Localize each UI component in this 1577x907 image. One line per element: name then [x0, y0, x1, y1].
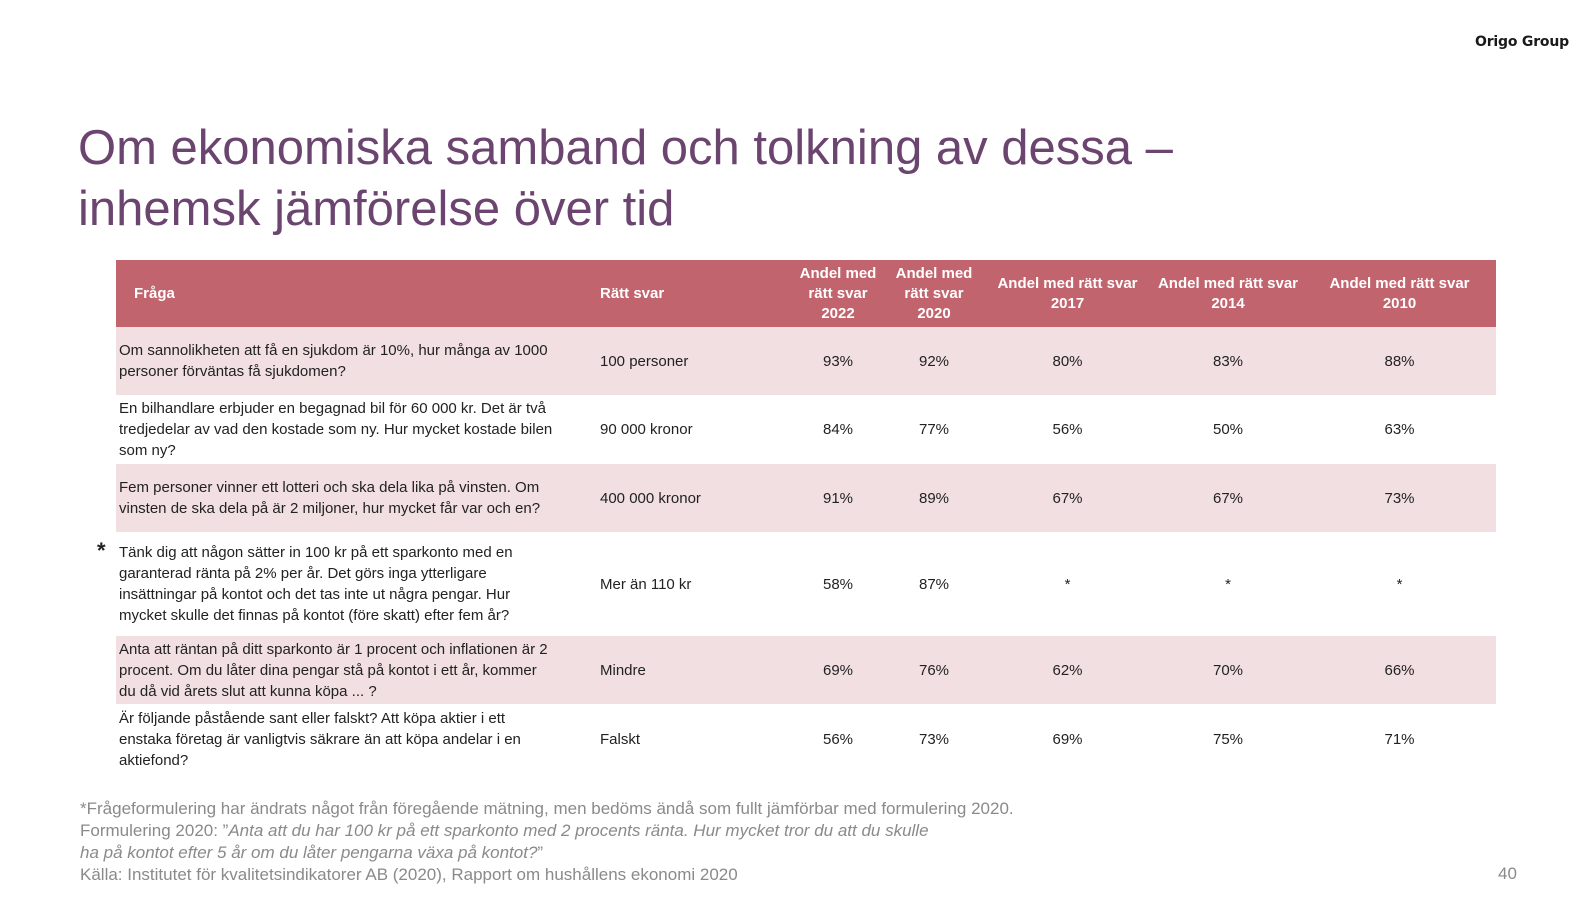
question-cell: Om sannolikheten att få en sjukdom är 10%, hur många av 1000 personer förväntas få sjukdomen? — [116, 327, 594, 395]
table-row — [116, 464, 1496, 532]
answer-cell: Mindre — [594, 636, 790, 704]
value-2014: 70% — [1153, 636, 1303, 704]
question-cell: Anta att räntan på ditt sparkonto är 1 procent och inflationen är 2 procent. Om du låter dina pengar stå på kontot i ett år, kommer du då vid årets slut att kunna köpa ... ? — [116, 636, 594, 704]
answer-cell: 90 000 kronor — [600, 421, 693, 438]
value-2020: 87% — [918, 575, 950, 593]
value-2022: 93% — [790, 327, 886, 395]
value-2022: 84% — [822, 421, 854, 438]
table-row — [116, 327, 1496, 395]
header-ratt-svar: Rätt svar — [594, 260, 790, 327]
header-2022: Andel med rätt svar 2022 — [790, 260, 886, 327]
value-2010: 63% — [1384, 421, 1415, 438]
value-2010: 66% — [1303, 636, 1496, 704]
value-2022: 91% — [790, 464, 886, 532]
page-number: 40 — [1498, 864, 1517, 883]
value-2020: 77% — [918, 421, 950, 438]
header-2010: Andel med rätt svar 2010 — [1303, 260, 1496, 327]
value-2020: 73% — [918, 730, 950, 748]
table-header-row — [116, 260, 1496, 327]
value-2017: 62% — [982, 636, 1153, 704]
value-2020: 76% — [886, 636, 982, 704]
value-2014: 50% — [1212, 421, 1244, 438]
answer-cell: Mer än 110 kr — [600, 575, 692, 593]
table-row — [116, 532, 1496, 636]
header-2020: Andel med rätt svar 2020 — [886, 260, 982, 327]
question-cell: Är följande påstående sant eller falskt? Att köpa aktier i ett enstaka företag är vanligtvis säkrare än att köpa andelar i en aktiefond? — [119, 709, 521, 769]
header-2014: Andel med rätt svar 2014 — [1153, 260, 1303, 327]
footnote-line-1: *Frågeformulering har ändrats något från föregående mätning, men bedöms ändå som fullt jämförbar med formulering 2020. — [80, 799, 1014, 818]
question-cell: * Tänk dig att någon sätter in 100 kr på ett sparkonto med en garanterad ränta på 2% per år. Det görs inga ytterligare insättningar på kontot och det tas inte ut några pengar. Hur mycket skulle det finnas på kontot (före skatt) efter fem år? — [97, 538, 513, 624]
answer-cell: 100 personer — [594, 327, 790, 395]
footnote-line-2: Formulering 2020: ”Anta att du har 100 kr på ett sparkonto med 2 procents ränta. Hur mycket tror du att du skulle — [80, 821, 929, 840]
value-2010: 73% — [1303, 464, 1496, 532]
title-line-2: inhemsk jämförelse över tid — [78, 182, 675, 236]
footnote — [80, 798, 1180, 886]
value-2020: 89% — [886, 464, 982, 532]
source-line: Källa: Institutet för kvalitetsindikatorer AB (2020), Rapport om hushållens ekonomi 2020 — [80, 865, 738, 884]
value-2014: 67% — [1153, 464, 1303, 532]
value-2010: 88% — [1303, 327, 1496, 395]
value-2017: * — [1064, 575, 1071, 593]
table-row — [116, 395, 1496, 464]
value-2017: 80% — [982, 327, 1153, 395]
header-2017: Andel med rätt svar 2017 — [982, 260, 1153, 327]
value-2010: 71% — [1384, 730, 1415, 748]
table-row — [116, 704, 1496, 774]
title-line-1: Om ekonomiska samband och tolkning av dessa – — [78, 121, 1173, 175]
answer-cell: 400 000 kronor — [594, 464, 790, 532]
value-2017: 56% — [1052, 421, 1083, 438]
value-2017: 69% — [1052, 730, 1083, 748]
value-2022: 56% — [822, 730, 854, 748]
logo: Origo Group — [1475, 34, 1569, 50]
question-cell: En bilhandlare erbjuder en begagnad bil för 60 000 kr. Det är två tredjedelar av vad den kostade som ny. Hur mycket kostade bilen som ny? — [119, 400, 553, 459]
table-row — [116, 636, 1496, 704]
value-2014: 83% — [1153, 327, 1303, 395]
footnote-marker: * — [97, 538, 106, 563]
page-title — [78, 118, 1278, 240]
value-2010: * — [1396, 575, 1403, 593]
value-2017: 67% — [982, 464, 1153, 532]
footnote-line-3: ha på kontot efter 5 år om du låter pengarna växa på kontot?” — [80, 843, 544, 862]
answer-cell: Falskt — [600, 730, 641, 748]
value-2014: * — [1225, 575, 1231, 593]
value-2022: 69% — [790, 636, 886, 704]
results-table — [97, 260, 1496, 774]
value-2020: 92% — [886, 327, 982, 395]
header-fraga: Fråga — [116, 260, 594, 327]
value-2014: 75% — [1212, 730, 1244, 748]
value-2022: 58% — [822, 575, 854, 593]
question-cell: Fem personer vinner ett lotteri och ska dela lika på vinsten. Om vinsten de ska dela på är 2 miljoner, hur mycket får var och en? — [116, 464, 594, 532]
